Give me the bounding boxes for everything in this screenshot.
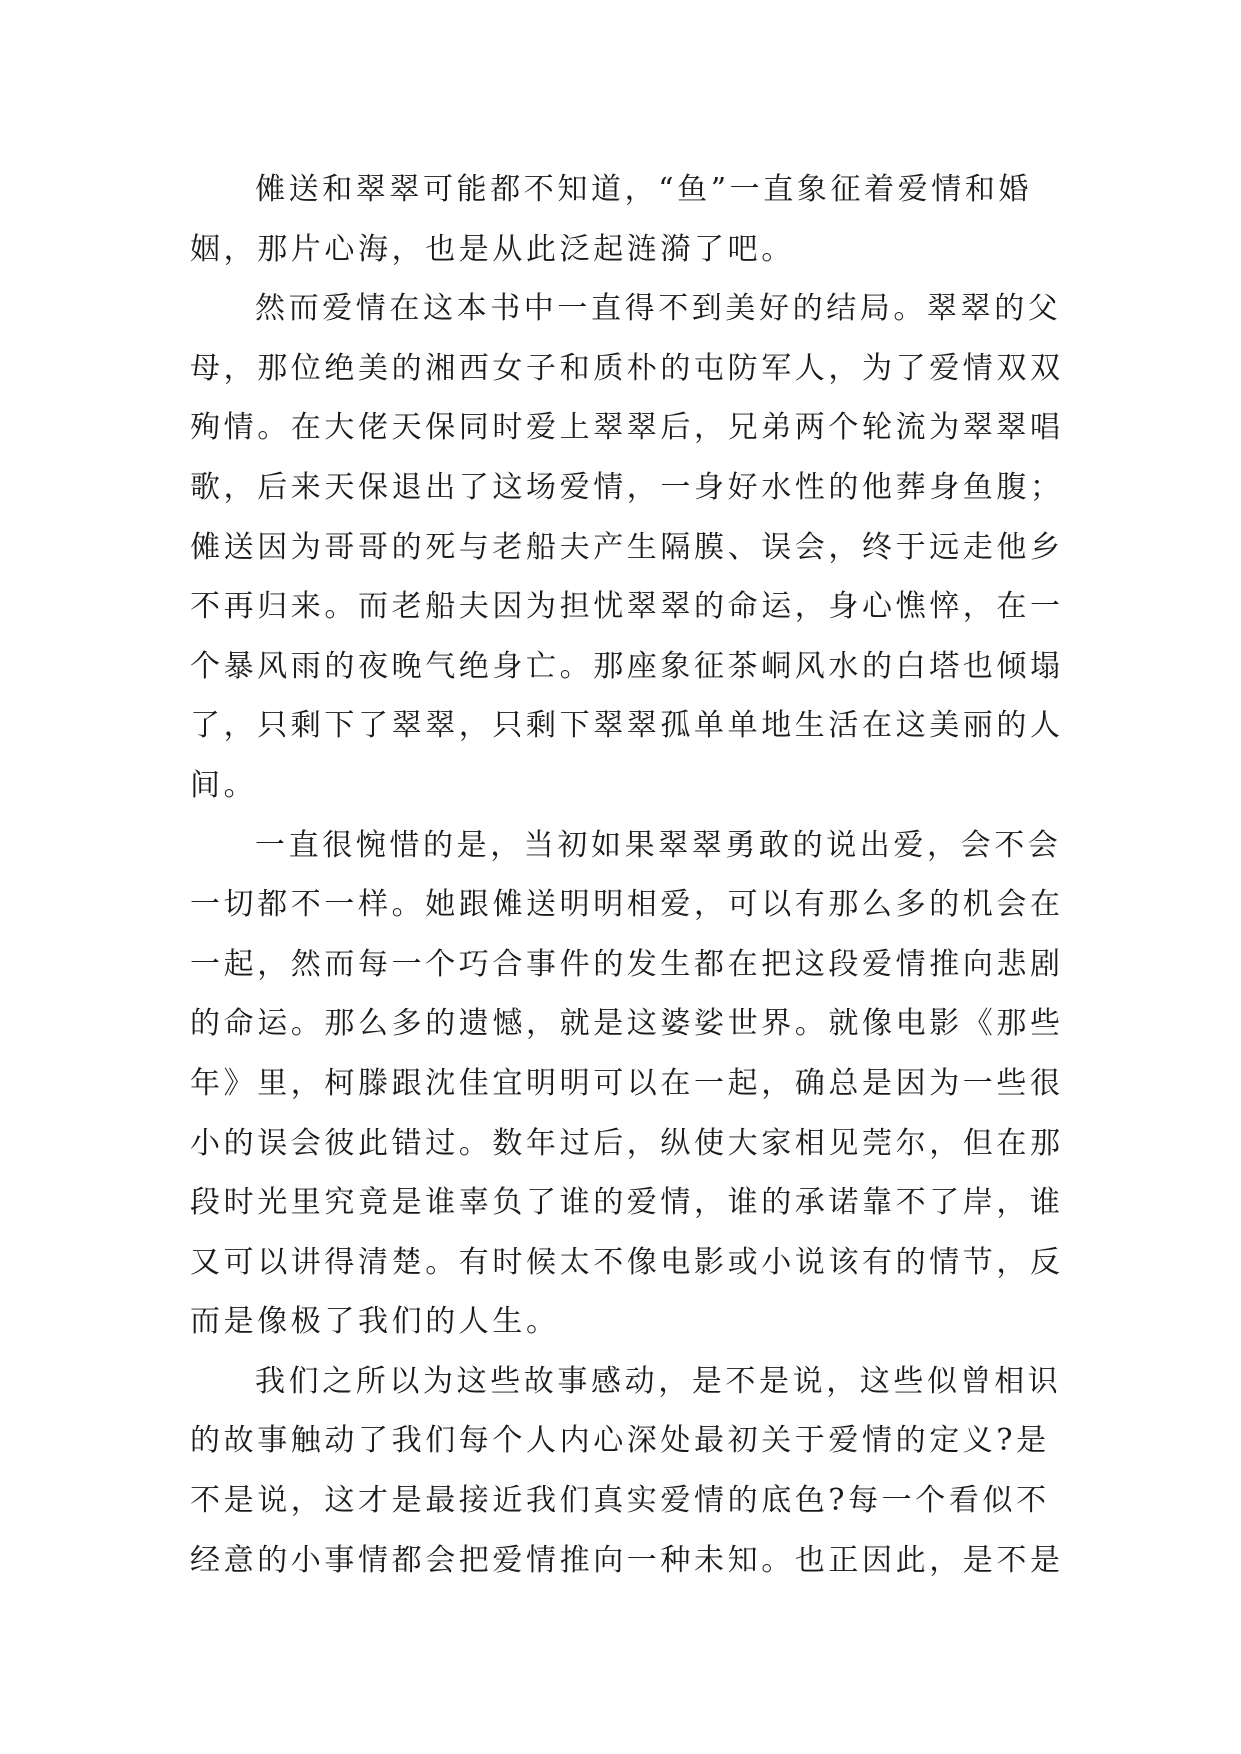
text-line: 间。: [190, 767, 258, 803]
text-line: 母，那位绝美的湘西女子和质朴的屯防军人，为了爱情双双: [190, 350, 1064, 386]
document-body: [190, 160, 1064, 1590]
paragraph: [190, 1352, 1064, 1590]
text-line: 一直很惋惜的是，当初如果翠翠勇敢的说出爱，会不会: [255, 827, 1062, 863]
text-line: 然而爱情在这本书中一直得不到美好的结局。翠翠的父: [255, 291, 1062, 327]
text-line: 年》里，柯滕跟沈佳宜明明可以在一起，确总是因为一些很: [190, 1065, 1064, 1101]
text-line: 了，只剩下了翠翠，只剩下翠翠孤单单地生活在这美丽的人: [190, 708, 1064, 744]
text-line: 段时光里究竟是谁辜负了谁的爱情，谁的承诺靠不了岸，谁: [190, 1185, 1064, 1221]
text-line: 个暴风雨的夜晚气绝身亡。那座象征茶峒风水的白塔也倾塌: [190, 648, 1064, 684]
text-line: 不再归来。而老船夫因为担忧翠翠的命运，身心憔悴，在一: [190, 589, 1064, 625]
text-line: 不是说，这才是最接近我们真实爱情的底色?每一个看似不: [190, 1483, 1050, 1519]
text-line: 又可以讲得清楚。有时候太不像电影或小说该有的情节，反: [190, 1244, 1064, 1280]
text-line: 小的误会彼此错过。数年过后，纵使大家相见莞尔，但在那: [190, 1125, 1064, 1161]
text-line: 傩送因为哥哥的死与老船夫产生隔膜、误会，终于远走他乡: [190, 529, 1064, 565]
text-line: 的故事触动了我们每个人内心深处最初关于爱情的定义?是: [190, 1423, 1050, 1459]
paragraph: [190, 279, 1064, 815]
text-line: 一切都不一样。她跟傩送明明相爱，可以有那么多的机会在: [190, 887, 1064, 923]
text-line: 殉情。在大佬天保同时爱上翠翠后，兄弟两个轮流为翠翠唱: [190, 410, 1064, 446]
text-line: 姻，那片心海，也是从此泛起涟漪了吧。: [190, 231, 795, 267]
text-line: 一起，然而每一个巧合事件的发生都在把这段爱情推向悲剧: [190, 946, 1064, 982]
text-line: 的命运。那么多的遗憾，就是这婆娑世界。就像电影《那些: [190, 1006, 1064, 1042]
text-line: 经意的小事情都会把爱情推向一种未知。也正因此，是不是: [190, 1542, 1064, 1578]
text-line: 我们之所以为这些故事感动，是不是说，这些似曾相识: [255, 1363, 1062, 1399]
text-line: 傩送和翠翠可能都不知道，“鱼”一直象征着爱情和婚: [255, 172, 1033, 207]
text-line: 而是像极了我们的人生。: [190, 1304, 560, 1340]
text-line: 歌，后来天保退出了这场爱情，一身好水性的他葬身鱼腹；: [190, 469, 1064, 505]
paragraph: [190, 816, 1064, 1352]
paragraph: [190, 160, 1060, 279]
